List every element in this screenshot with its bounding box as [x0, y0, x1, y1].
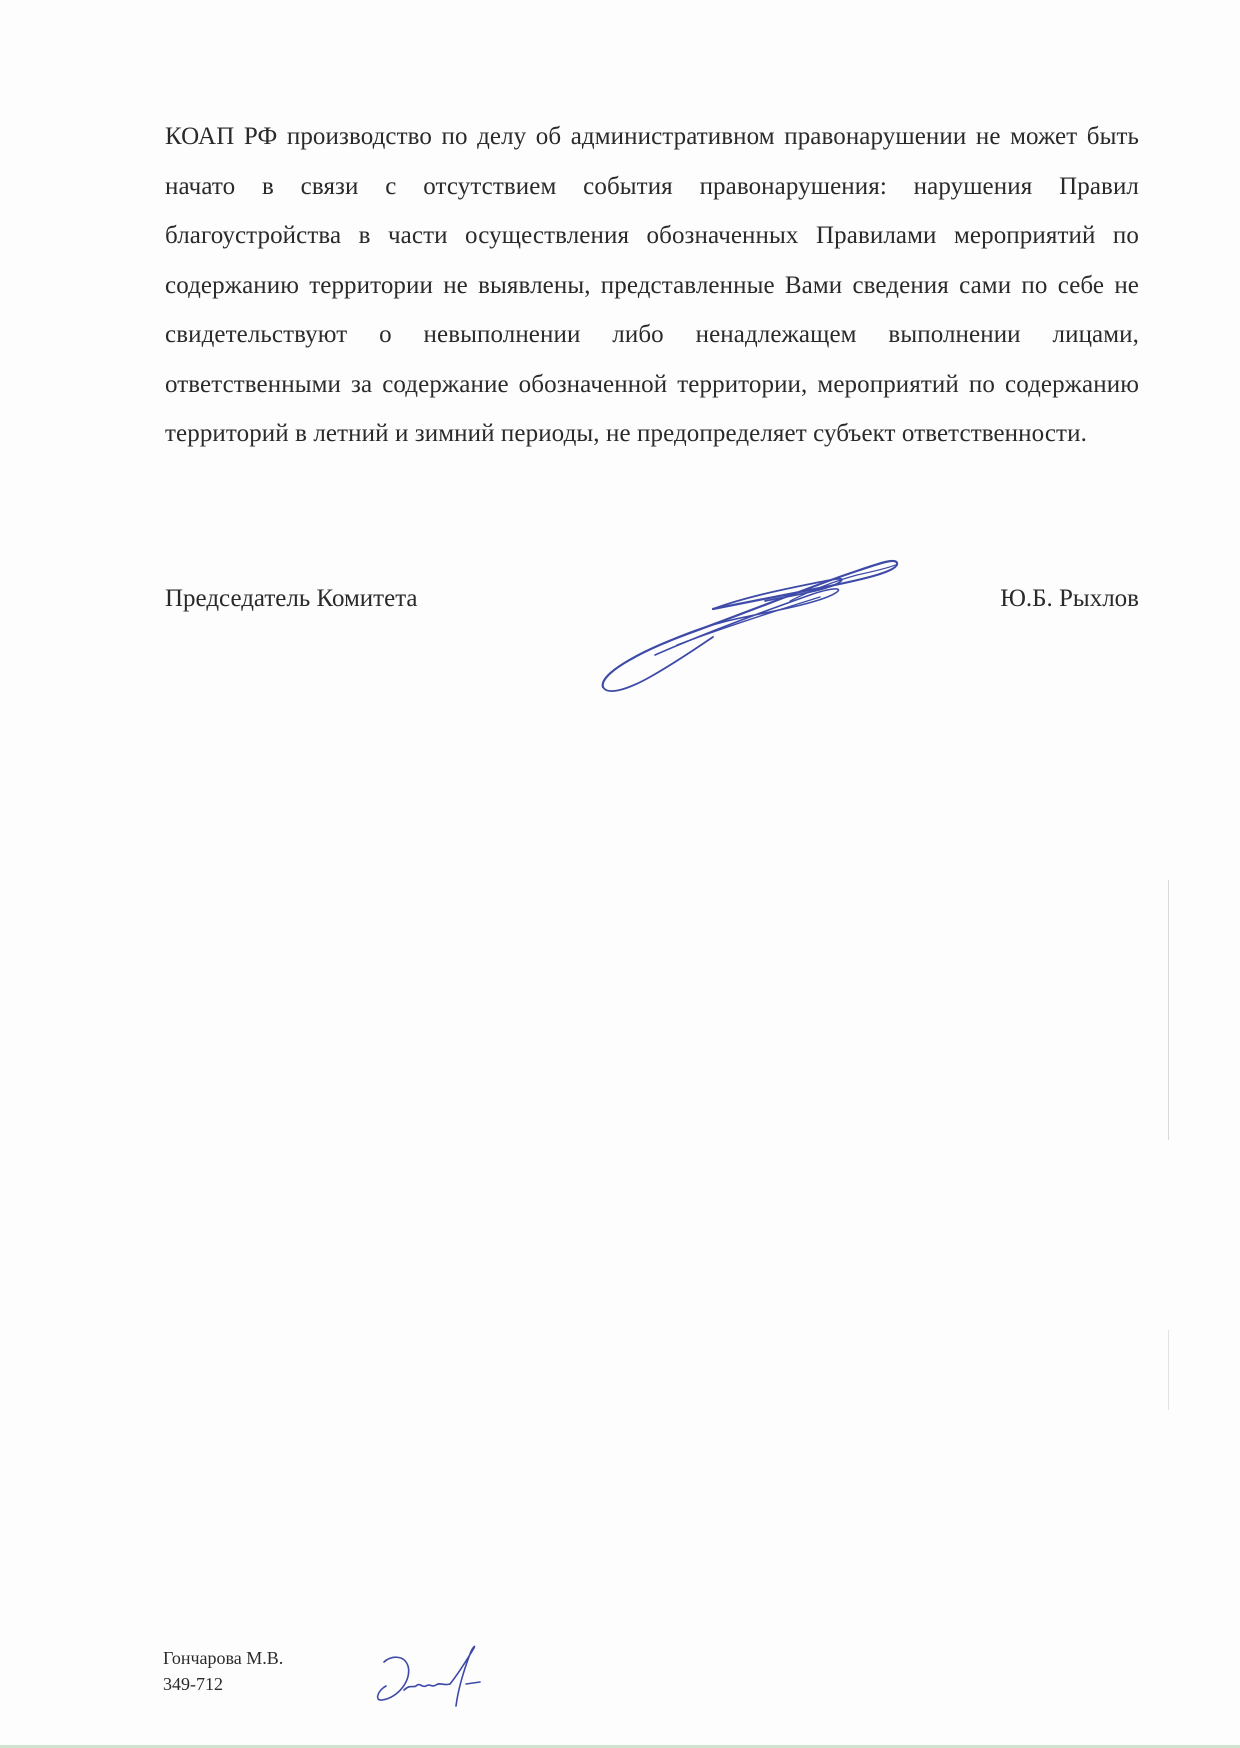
handwritten-signature-icon [595, 545, 915, 705]
executor-name: Гончарова М.В. [163, 1648, 284, 1668]
executor-phone: 349-712 [163, 1674, 223, 1694]
executor-info [163, 1645, 283, 1697]
signer-name: Ю.Б. Рыхлов [1000, 585, 1139, 612]
executor-signature-icon [370, 1640, 520, 1710]
scan-edge-line [1168, 880, 1169, 1140]
scan-edge-line-lower [1168, 1330, 1169, 1410]
signer-title: Председатель Комитета [165, 585, 418, 612]
letter-body-text: КОАП РФ производство по делу об административном правонарушении не может быть начато в связи с отсутствием события правонарушения: нарушения Правил благоустройства в части осуществления обозначенных Правилами мероприятий по содержанию территории не выявлены, представленные Вами сведения сами по себе не свидетельствуют о невыполнении либо ненадлежащем выполнении лицами, ответственными за содержание обозначенной территории, мероприятий по содержанию территорий в летний и зимний периоды, не предопределяет субъект ответственности. [165, 123, 1139, 447]
